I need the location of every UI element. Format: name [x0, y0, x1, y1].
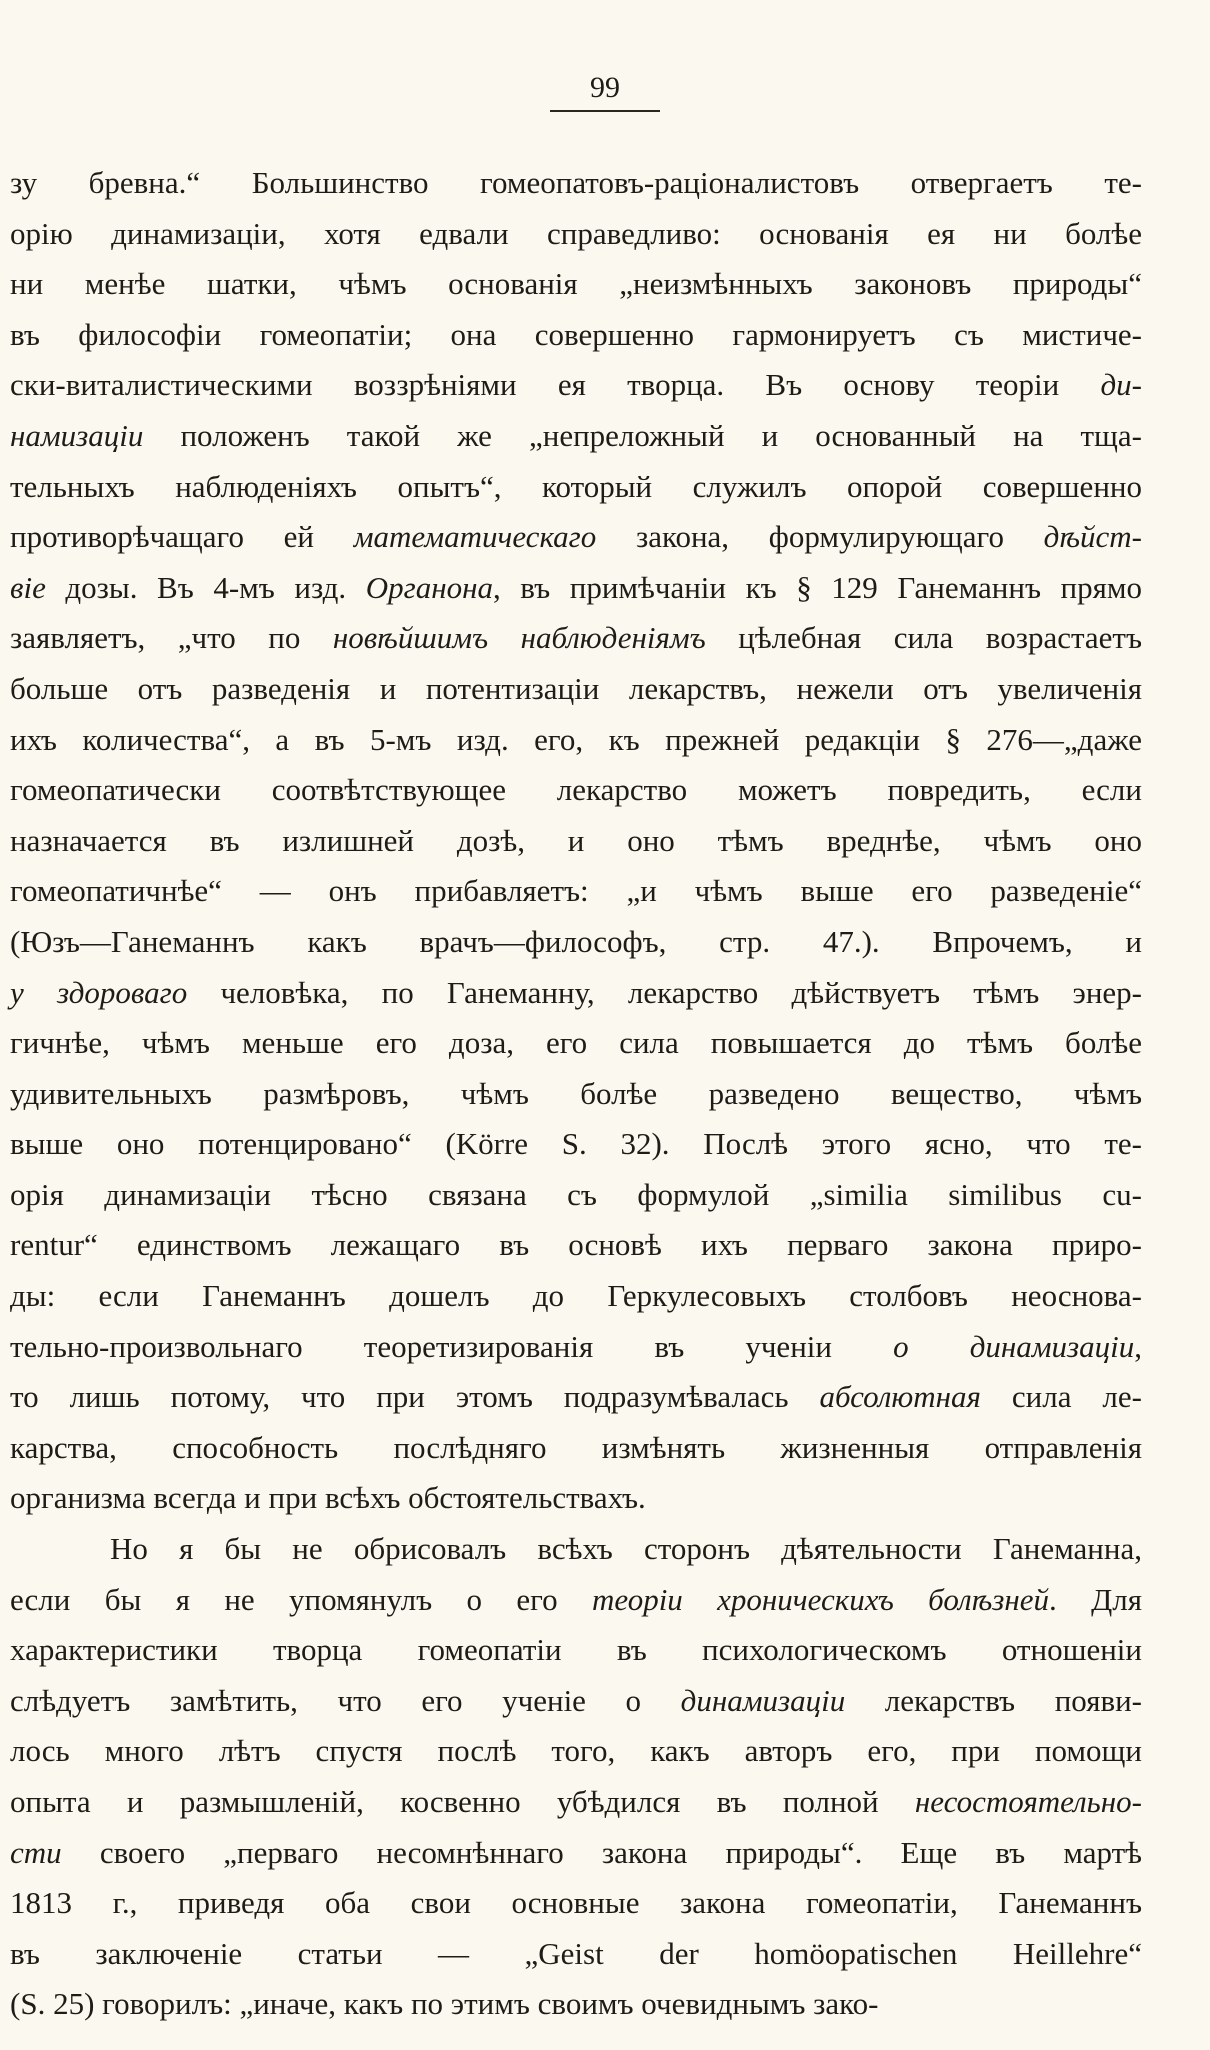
text-line: [10, 765, 1142, 816]
text-span: зу бревна.“ Большинство гомеопатовъ-раціоналистовъ отвергаетъ те-: [10, 165, 1142, 200]
text-span: сила ле-: [980, 1379, 1142, 1415]
text-span: назначается въ излишней дозѣ, и оно тѣмъ вреднѣе, чѣмъ оно: [10, 822, 1142, 858]
italic-text: намизаціи: [10, 417, 144, 453]
page-number: 99: [550, 70, 660, 112]
text-line: [10, 310, 1142, 361]
text-line: [10, 1979, 1142, 2030]
text-line: [10, 917, 1142, 968]
text-span: цѣлебная сила возрастаетъ: [705, 620, 1142, 656]
italic-text: у здороваго: [10, 974, 188, 1010]
text-span: противорѣчащаго ей: [10, 519, 354, 555]
text-span: больше отъ разведенія и потентизаціи лекарствъ, нежели отъ увеличенія: [10, 670, 1142, 706]
text-line: [10, 1878, 1142, 1929]
text-span: ды: если Ганеманнъ дошелъ до Геркулесовыхъ столбовъ неоснова-: [10, 1278, 1142, 1314]
text-line: [10, 1170, 1142, 1221]
italic-text: о динамизаціи: [893, 1328, 1135, 1364]
text-line: [10, 664, 1142, 715]
text-line: [10, 1676, 1142, 1727]
paragraph: [10, 1524, 1142, 2030]
text-line: [10, 512, 1142, 563]
text-line: [10, 1625, 1142, 1676]
text-span: выше оно потенцировано“ (Körre S. 32). Послѣ этого ясно, что те-: [10, 1126, 1142, 1162]
italic-text: новѣйшимъ наблюденіямъ: [332, 620, 706, 656]
text-span: ски-виталистическими воззрѣніями ея творца. Въ основу теоріи: [10, 367, 1101, 403]
text-span: 1813 г., приведя оба свои основные закона гомеопатіи, Ганеманнъ: [10, 1885, 1142, 1921]
text-line: [10, 1726, 1142, 1777]
text-span: (S. 25) говорилъ: „иначе, какъ по этимъ своимъ очевиднымъ зако-: [10, 1986, 879, 2022]
text-line: [10, 715, 1142, 766]
text-line: [10, 1119, 1142, 1170]
text-span: закона, формулирующаго: [596, 519, 1044, 555]
italic-text: сти: [10, 1834, 62, 1870]
text-span: (Юзъ—Ганеманнъ какъ врачъ—философъ, стр. 47.). Впрочемъ, и: [10, 923, 1142, 959]
text-line: [10, 1372, 1142, 1423]
text-line: [10, 462, 1142, 513]
text-span: лекарствъ появи-: [845, 1682, 1142, 1718]
text-span: , въ примѣчаніи къ § 129 Ганеманнъ прямо: [492, 569, 1142, 605]
text-span: опыта и размышленій, косвенно убѣдился въ полной: [10, 1784, 915, 1819]
text-line: [10, 1322, 1142, 1373]
italic-text: ди-: [1100, 367, 1142, 403]
text-span: тельно-произвольнаго теоретизированія въ ученіи: [10, 1328, 894, 1364]
text-span: карства, способность послѣдняго измѣнять жизненныя отправленія: [10, 1429, 1142, 1465]
text-span: rentur“ единствомъ лежащаго въ основѣ ихъ перваго закона приро-: [10, 1227, 1142, 1263]
text-line: [10, 1018, 1142, 1069]
text-span: гомеопатичнѣе“ — онъ прибавляетъ: „и чѣмъ выше его разведеніе“: [10, 873, 1142, 909]
text-span: если бы я не упомянулъ о его: [10, 1581, 592, 1617]
text-span: Но я бы не обрисовалъ всѣхъ сторонъ дѣятельности Ганеманна,: [110, 1531, 1142, 1567]
text-span: человѣка, по Ганеманну, лекарство дѣйствуетъ тѣмъ энер-: [187, 974, 1142, 1010]
text-span: ни менѣе шатки, чѣмъ основанія „неизмѣнныхъ законовъ природы“: [10, 266, 1142, 302]
text-line: [10, 1929, 1142, 1980]
text-line: [10, 1473, 1142, 1524]
paragraph: [10, 158, 1142, 1524]
text-line: [10, 1069, 1142, 1120]
text-line: [10, 1220, 1142, 1271]
text-span: своего „перваго несомнѣннаго закона природы“. Еще въ мартѣ: [61, 1834, 1142, 1870]
italic-text: динамизаціи: [680, 1682, 846, 1718]
text-line: [10, 158, 1142, 209]
text-line: [10, 1777, 1142, 1828]
text-span: ихъ количества“, а въ 5-мъ изд. его, къ прежней редакціи § 276—„даже: [10, 721, 1142, 757]
italic-text: математическаго: [353, 519, 597, 555]
text-span: характеристики творца гомеопатіи въ психологическомъ отношеніи: [10, 1632, 1142, 1668]
text-span: положенъ такой же „непреложный и основанный на тща-: [143, 417, 1142, 453]
text-span: тельныхъ наблюденіяхъ опытъ“, который служилъ опорой совершенно: [10, 468, 1142, 504]
text-line: [10, 866, 1142, 917]
text-line: [10, 613, 1142, 664]
text-line: [10, 259, 1142, 310]
text-line: [10, 1575, 1142, 1626]
text-line: [10, 1828, 1142, 1879]
text-line: [10, 360, 1142, 411]
italic-text: Органона: [365, 569, 493, 605]
italic-text: теоріи хроническихъ болѣзней: [591, 1581, 1049, 1617]
text-span: организма всегда и при всѣхъ обстоятельствахъ.: [10, 1480, 646, 1516]
text-line: [10, 563, 1142, 614]
italic-text: несостоятельно-: [914, 1784, 1142, 1819]
italic-text: дѣйст-: [1043, 519, 1142, 555]
text-line: [10, 816, 1142, 867]
text-span: орію динамизаціи, хотя едвали справедливо: основанія ея ни болѣе: [10, 215, 1142, 251]
text-span: то лишь потому, что при этомъ подразумѣвалась: [10, 1379, 820, 1415]
text-span: дозы. Въ 4-мъ изд.: [45, 569, 366, 605]
text-span: гомеопатически соотвѣтствующее лекарство можетъ повредить, если: [10, 772, 1142, 808]
text-line: [10, 1524, 1142, 1575]
italic-text: віе: [10, 569, 46, 605]
text-span: ,: [1134, 1328, 1142, 1364]
text-span: въ философіи гомеопатіи; она совершенно гармонируетъ съ мистиче-: [10, 316, 1142, 352]
text-span: орія динамизаціи тѣсно связана съ формулой „similia similibus cu-: [10, 1176, 1142, 1212]
text-line: [10, 209, 1142, 260]
text-line: [10, 411, 1142, 462]
italic-text: абсолютная: [819, 1379, 981, 1415]
page-header: [0, 70, 1210, 112]
text-span: заявляетъ, „что по: [10, 620, 333, 656]
text-span: въ заключеніе статьи — „Geist der homöopatischen Heillehre“: [10, 1935, 1142, 1971]
text-span: гичнѣе, чѣмъ меньше его доза, его сила повышается до тѣмъ болѣе: [10, 1025, 1142, 1061]
text-line: [10, 1271, 1142, 1322]
text-line: [10, 968, 1142, 1019]
text-line: [10, 1423, 1142, 1474]
text-span: удивительныхъ размѣровъ, чѣмъ болѣе разведено вещество, чѣмъ: [10, 1075, 1142, 1111]
body-text: [10, 158, 1142, 2030]
text-span: лось много лѣтъ спустя послѣ того, какъ авторъ его, при помощи: [10, 1733, 1142, 1769]
text-span: слѣдуетъ замѣтить, что его ученіе о: [10, 1682, 681, 1718]
text-span: . Для: [1049, 1581, 1142, 1617]
